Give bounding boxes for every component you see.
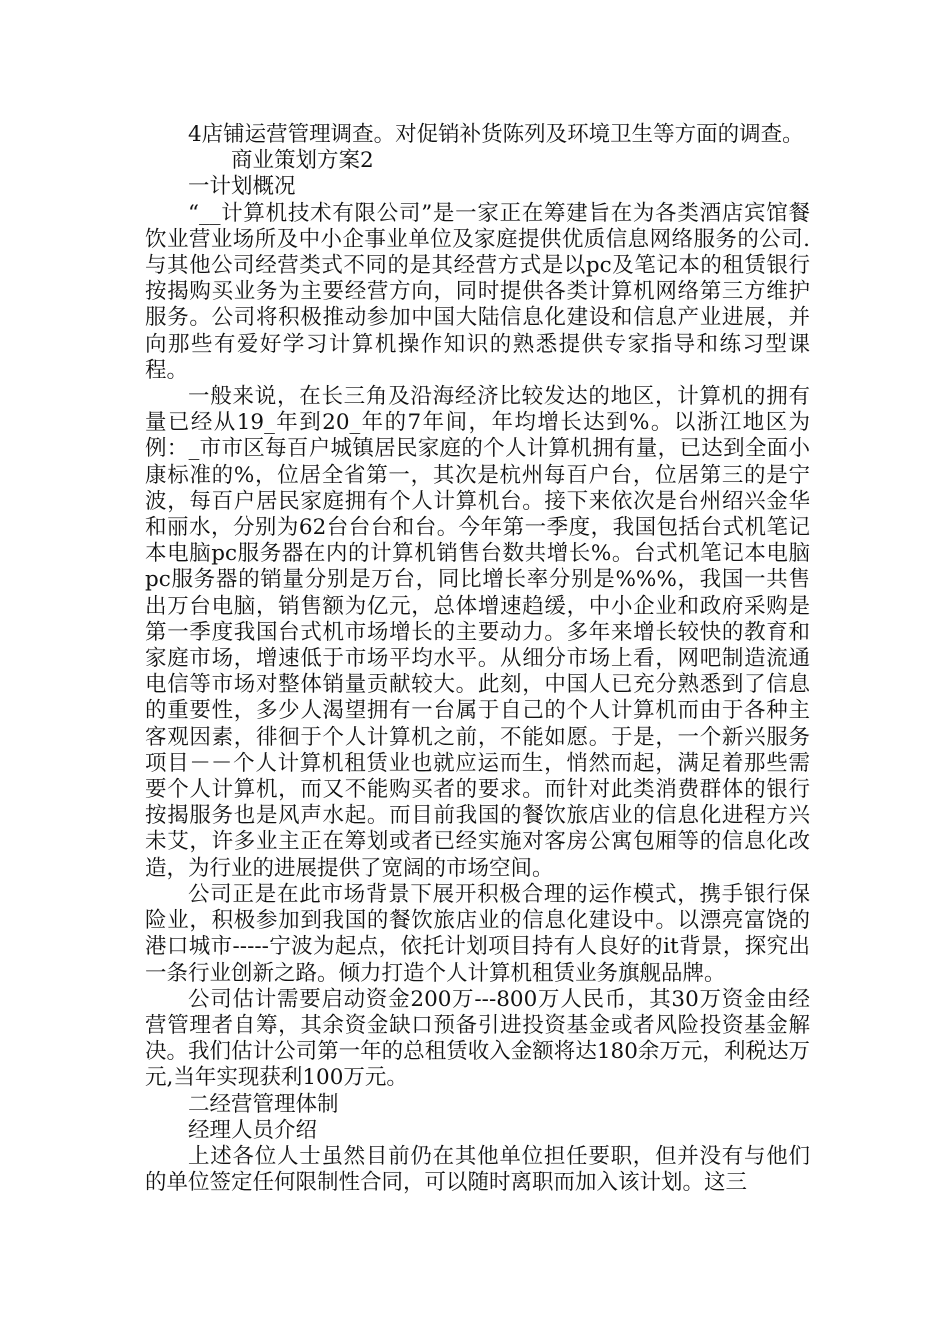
- heading-manager-intro: 经理人员介绍: [188, 1117, 318, 1143]
- section-title-plan-2: 商业策划方案2: [231, 148, 374, 174]
- paragraph-company-intro: “__计算机技术有限公司”是一家正在筹建旨在为各类酒店宾馆餐饮业营业场所及中小企事业单位及家庭提供优质信息网络服务的公司.与其他公司经营类式不同的是其经营方式是以pc及笔记本的租赁银行按揭购买业务为主要经营方向，同时提供各类计算机网络第三方维护服务。公司将积极推动参加中国大陆信息化建设和信息产业进展，并向那些有爱好学习计算机操作知识的熟悉提供专家指导和练习型课程。: [145, 200, 810, 383]
- heading-management-system: 二经营管理体制: [188, 1091, 339, 1117]
- document-page: [145, 122, 810, 1196]
- paragraph-operation-model: 公司正是在此市场背景下展开积极合理的运作模式，携手银行保险业，积极参加到我国的餐饮旅店业的信息化建设中。以漂亮富饶的港口城市-----宁波为起点，依托计划项目持有人良好的it背景，探究出一条行业创新之路。倾力打造个人计算机租赁业务旗舰品牌。: [145, 881, 810, 986]
- paragraph-store-survey: 4店铺运营管理调查。对促销补货陈列及环境卫生等方面的调查。: [188, 122, 804, 147]
- paragraph-market-analysis: 一般来说，在长三角及沿海经济比较发达的地区，计算机的拥有量已经从19_年到20_年的7年间，年均增长达到%。以浙江地区为例：_市市区每百户城镇居民家庭的个人计算机拥有量，已达到全面小康标准的%，位居全省第一，其次是杭州每百户台，位居第三的是宁波，每百户居民家庭拥有个人计算机台。接下来依次是台州绍兴金华和丽水，分别为62台台台和台。今年第一季度，我国包括台式机笔记本电脑pc服务器在内的计算机销售台数共增长%。台式机笔记本电脑pc服务器的销量分别是万台，同比增长率分别是%%%，我国一共售出万台电脑，销售额为亿元，总体增速趋缓，中小企业和政府采购是第一季度我国台式机市场增长的主要动力。多年来增长较快的教育和家庭市场，增速低于市场平均水平。从细分市场上看，网吧制造流通电信等市场对整体销量贡献较大。此刻，中国人已充分熟悉到了信息的重要性，多少人渴望拥有一台属于自己的个人计算机而由于各种主客观因素，徘徊于个人计算机之前，不能如愿。于是，一个新兴服务项目－－个人计算机租赁业也就应运而生，悄然而起，满足着那些需要个人计算机，而又不能购买者的要求。而针对此类消费群体的银行按揭服务也是风声水起。而目前我国的餐饮旅店业的信息化进程方兴未艾，许多业主正在筹划或者已经实施对客房公寓包厢等的信息化改造，为行业的进展提供了宽阔的市场空间。: [145, 384, 810, 881]
- heading-plan-overview: 一计划概况: [188, 174, 296, 200]
- paragraph-managers: 上述各位人士虽然目前仍在其他单位担任要职，但并没有与他们的单位签定任何限制性合同，可以随时离职而加入该计划。这三: [145, 1143, 810, 1196]
- paragraph-funding: 公司估计需要启动资金200万---800万人民币，其30万资金由经营管理者自筹，其余资金缺口预备引进投资基金或者风险投资基金解决。我们估计公司第一年的总租赁收入金额将达180余万元，利税达万元,当年实现获利100万元。: [145, 986, 810, 1091]
